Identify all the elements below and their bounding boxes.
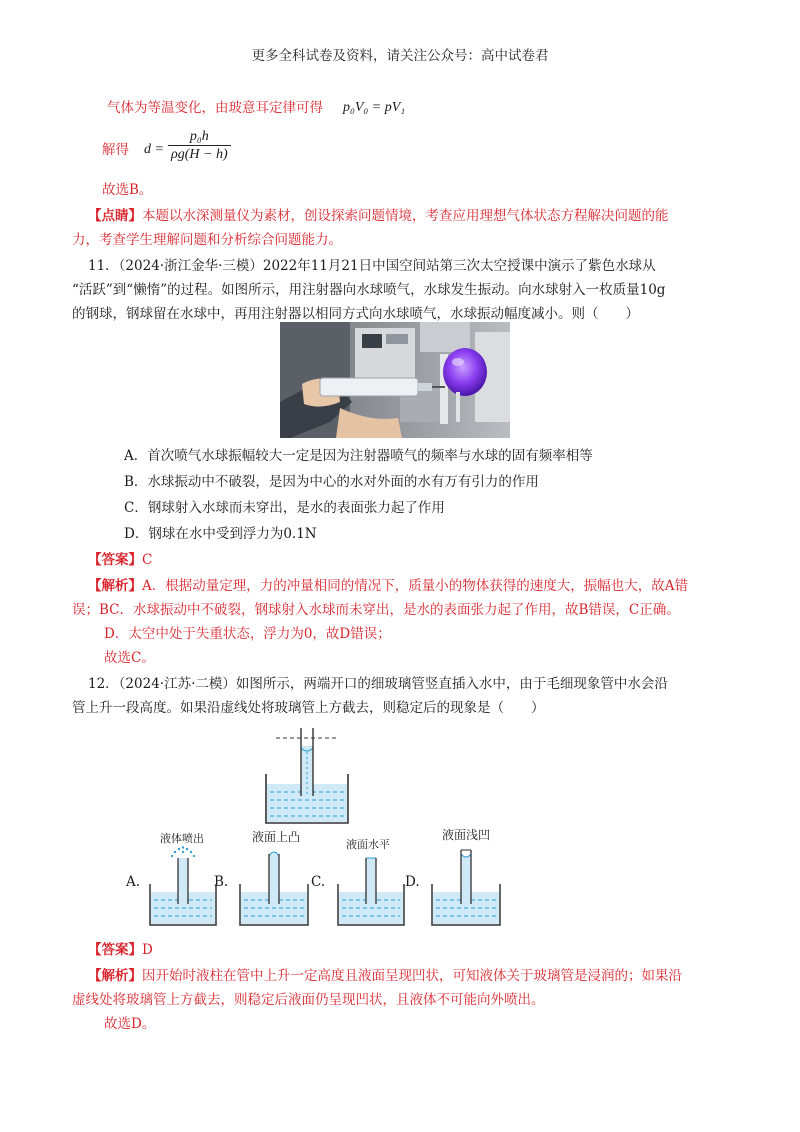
prev-answer: 故选B。 [102,182,153,198]
q11-option-c: C．钢球射入水球而未穿出，是水的表面张力起了作用 [124,500,445,516]
q11-answer [88,550,152,570]
q11-option-d: D．钢球在水中受到浮力为0.1N [124,526,317,542]
q11-analysis-tag: 【解析】 [88,578,142,594]
choice-label-c: 液面水平 [346,838,390,851]
q11-option-a: A．首次喷气水球振幅较大一定是因为注射器喷气的频率与水球的固有频率相等 [124,448,593,464]
comment-text-1: 本题以水深测量仪为素材，创设探索问题情境，考查应用理想气体状态方程解决问题的能 [142,208,669,224]
eq2-denominator: ρg(H − h) [171,147,228,162]
eq2-lhs: d = [144,142,164,157]
q11-answer-value: C [142,552,153,568]
option-c-figure [336,848,406,928]
prev-line1: 气体为等温变化，由玻意耳定律可得 [107,100,323,116]
q11-stem-3: 的钢球，钢球留在水球中，再用注射器以相同方式向水球喷气，水球振动幅度减小。则（ ） [72,306,639,322]
comment-line1 [88,206,669,226]
q12-stem-2: 管上升一段高度。如果沿虚线处将玻璃管上方截去，则稳定后的现象是（ ） [72,700,545,716]
q11-stem-2: “活跃”到“懒惰”的过程。如图所示，用注射器向水球喷气，水球发生振动。向水球射入一枚质量10g [72,282,666,298]
q12-analysis-tag: 【解析】 [88,968,142,984]
q11-final: 故选C。 [104,650,155,666]
comment-line2: 力，考查学生理解问题和分析综合问题能力。 [72,232,342,248]
q12-analysis-text-1: 因开始时液柱在管中上升一定高度且液面呈现凹状，可知液体关于玻璃管是浸润的；如果沿 [142,968,682,984]
eq2-numerator: p₀h [168,128,231,146]
choice-label-a: 液体喷出 [160,832,204,845]
page-header: 更多全科试卷及资料，请关注公众号：高中试卷君 [251,48,549,64]
q12-stem-1: 12．（2024·江苏·二模）如图所示，两端开口的细玻璃管竖直插入水中，由于毛细现象管中水会沿 [88,676,668,692]
choice-letter-c: C. [311,874,326,890]
q11-analysis-text-1: A．根据动量定理，力的冲量相同的情况下，质量小的物体获得的速度大，振幅也大，故A错 [142,578,688,594]
q12-analysis-1 [88,966,682,986]
choice-letter-a: A. [126,874,141,890]
eq2-fraction [168,128,231,164]
q11-analysis-2: 误；BC．水球振动中不破裂，钢球射入水球而未穿出，是水的表面张力起了作用，故B错误，C正确。 [72,602,680,618]
boyle-equation: p₀V₀ = pV₁ [343,100,406,115]
choice-label-b: 液面上凸 [252,830,301,844]
choice-letter-d: D. [405,874,420,890]
q12-answer [88,940,153,960]
choice-letter-b: B. [214,874,229,890]
option-d-figure [430,844,502,928]
q11-analysis-3: D．太空中处于失重状态，浮力为0，故D错误； [104,626,391,642]
choice-label-d: 液面浅凹 [442,828,491,842]
q12-analysis-2: 虚线处将玻璃管上方截去，则稳定后液面仍呈现凹状，且液体不可能向外喷出。 [72,992,545,1008]
q11-answer-tag: 【答案】 [88,552,142,568]
q11-option-b: B．水球振动中不破裂，是因为中心的水对外面的水有万有引力的作用 [124,474,539,490]
solve-label: 解得 [102,142,129,158]
q12-final: 故选D。 [104,1016,156,1032]
photo-illustration [280,322,510,438]
capillary-main-figure [262,728,352,826]
comment-tag: 【点睛】 [88,208,142,224]
q12-answer-tag: 【答案】 [88,942,142,958]
q12-answer-value: D [142,942,153,958]
q11-analysis-1 [88,576,688,596]
option-a-figure [148,846,218,928]
q11-stem-1: 11．（2024·浙江金华·三模）2022年11月21日中国空间站第三次太空授课中演示了紫色水球从 [88,258,656,274]
space-station-photo [280,322,510,438]
option-b-figure [238,846,310,928]
